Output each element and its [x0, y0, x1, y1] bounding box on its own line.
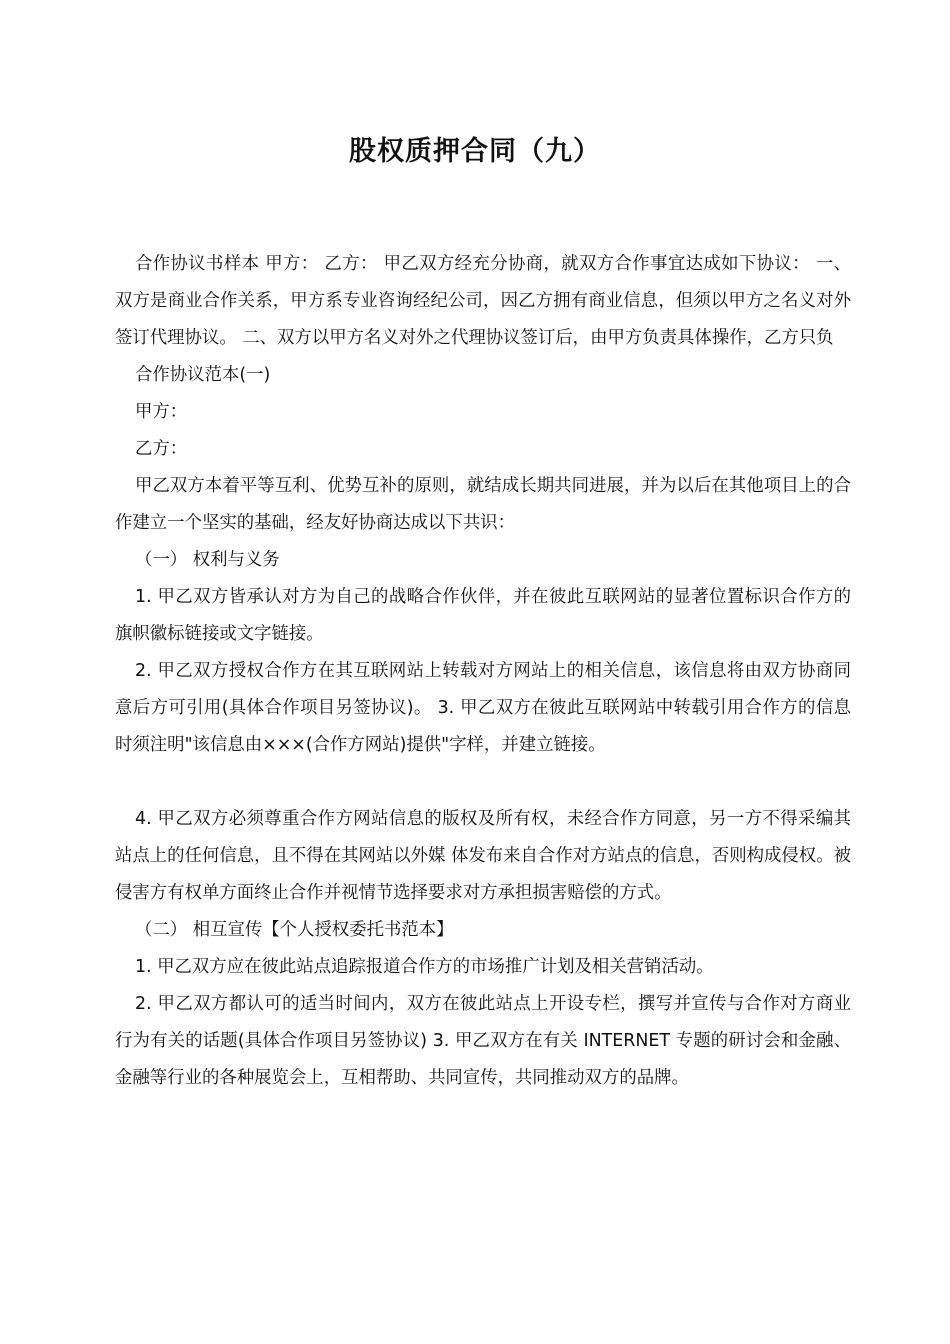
document-title: 股权质押合同（九） — [349, 136, 601, 167]
clause-1-1: 1. 甲乙双方皆承认对方为自己的战略合作伙伴，并在彼此互联网站的显著位置标识合作方的旗帜徽标链接或文字链接。 — [115, 587, 851, 644]
paragraph-party-b: 乙方： — [135, 439, 188, 459]
section-heading-rights: （一） 权利与义务 — [135, 550, 280, 570]
paragraph-intro: 合作协议书样本 甲方： 乙方： 甲乙双方经充分协商，就双方合作事宜达成如下协议： 一、双方是商业合作关系，甲方系专业咨询经纪公司，因乙方拥有商业信息，但须以甲方之名义对外签订代理协议。 二、双方以甲方名义对外之代理协议签订后，由甲方负责具体操作，乙方只负 — [115, 254, 851, 348]
clause-2-1: 1. 甲乙双方应在彼此站点追踪报道合作方的市场推广计划及相关营销活动。 — [135, 957, 714, 977]
section-heading-promotion: （二） 相互宣传【个人授权委托书范本】 — [135, 920, 454, 940]
clause-1-4: 4. 甲乙双方必须尊重合作方网站信息的版权及所有权，未经合作方同意，另一方不得采编其站点上的任何信息，且不得在其网站以外媒 体发布来自合作对方站点的信息，否则构成侵权。被侵害方有权单方面终止合作并视情节选择要求对方承担损害赔偿的方式。 — [115, 809, 851, 903]
paragraph-sample-heading: 合作协议范本(一) — [135, 365, 271, 385]
clause-2-2-3: 2. 甲乙双方都认可的适当时间内，双方在彼此站点上开设专栏，撰写并宣传与合作对方商业行为有关的话题(具体合作项目另签协议) 3. 甲乙双方在有关 INTERNET 专题的研讨会和金融、金融等行业的各种展览会上，互相帮助、共同宣传，共同推动双方的品牌。 — [115, 994, 851, 1088]
paragraph-gap — [115, 764, 851, 801]
clause-1-2-3: 2. 甲乙双方授权合作方在其互联网站上转载对方网站上的相关信息，该信息将由双方协商同意后方可引用(具体合作项目另签协议)。 3. 甲乙双方在彼此互联网站中转载引用合作方的信息时须注明"该信息由×××(合作方网站)提供"字样，并建立链接。 — [115, 661, 851, 755]
paragraph-party-a: 甲方： — [135, 402, 188, 422]
document-body — [115, 246, 851, 1097]
paragraph-principle: 甲乙双方本着平等互利、优势互补的原则，就结成长期共同进展，并为以后在其他项目上的合作建立一个坚实的基础，经友好协商达成以下共识： — [115, 476, 851, 533]
